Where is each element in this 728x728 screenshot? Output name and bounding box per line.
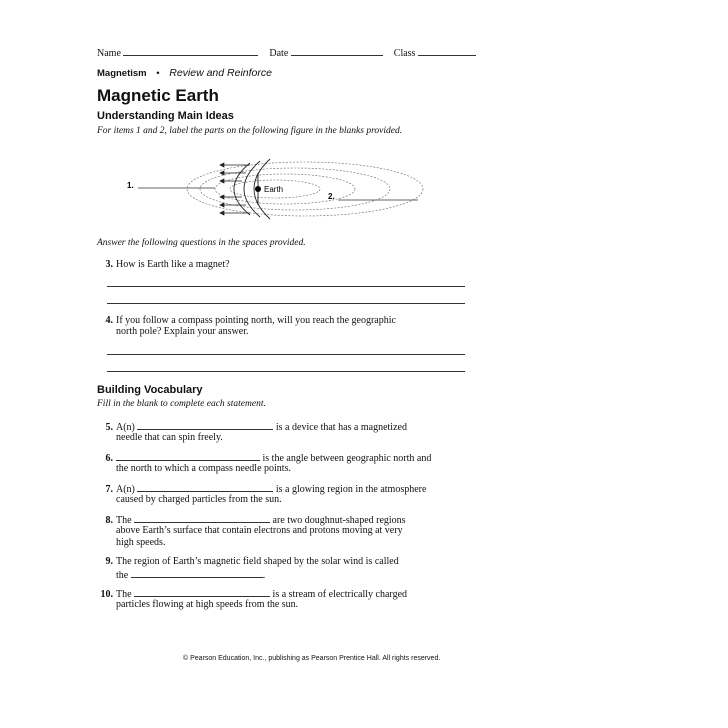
item-text-pre: The <box>116 515 132 526</box>
vocab-item-8-line2: above Earth’s surface that contain electrons and protons moving at very <box>116 525 403 536</box>
item-text: The region of Earth’s magnetic field shaped by the solar wind is called <box>116 556 399 567</box>
item-text-post: is a glowing region in the atmosphere <box>275 484 427 495</box>
item-number: 8. <box>105 515 113 526</box>
question-4-line2: north pole? Explain your answer. <box>116 326 249 337</box>
fill-blank[interactable] <box>134 513 270 523</box>
question-3 <box>97 259 230 270</box>
question-text: If you follow a compass pointing north, will you reach the geographic <box>116 315 396 326</box>
date-field[interactable] <box>291 46 383 56</box>
breadcrumb-bullet: • <box>156 68 160 79</box>
question-number: 3. <box>105 259 113 270</box>
instruction-vocabulary: Fill in the blank to complete each statement. <box>97 399 266 409</box>
answer-line[interactable] <box>107 354 465 355</box>
vocab-item-9 <box>97 556 399 567</box>
item-text-post: is the angle between geographic north and <box>262 453 432 464</box>
vocab-item-8-line3: high speeds. <box>116 537 166 548</box>
class-label: Class <box>393 48 416 59</box>
question-text: How is Earth like a magnet? <box>116 259 230 270</box>
item-text-pre: A(n) <box>116 422 135 433</box>
item-number: 7. <box>105 484 113 495</box>
vocab-item-6-line2: the north to which a compass needle points. <box>116 463 291 474</box>
fill-blank[interactable] <box>137 420 273 430</box>
fill-blank[interactable] <box>137 482 273 492</box>
item-text-post: are two doughnut-shaped regions <box>272 515 406 526</box>
vocab-item-10-line2: particles flowing at high speeds from the sun. <box>116 599 299 610</box>
solar-wind-arrows <box>220 163 250 215</box>
answer-line[interactable] <box>107 371 465 372</box>
item-number: 6. <box>105 453 113 464</box>
fill-blank[interactable] <box>131 568 263 578</box>
earth-dot <box>255 186 261 192</box>
vocab-item-9-line2 <box>116 568 265 581</box>
question-4 <box>97 315 396 326</box>
page-title: Magnetic Earth <box>97 86 219 105</box>
class-field[interactable] <box>418 46 476 56</box>
figure-label-1: 1. <box>127 181 134 190</box>
item-number: 9. <box>105 556 113 567</box>
item-text-post: . <box>262 570 266 581</box>
question-number: 4. <box>105 315 113 326</box>
name-label: Name <box>97 48 121 59</box>
item-text-post: is a stream of electrically charged <box>272 589 408 600</box>
item-number: 5. <box>105 422 113 433</box>
figure-label-2: 2. <box>328 192 335 201</box>
item-text-post: is a device that has a magnetized <box>275 422 407 433</box>
answer-line[interactable] <box>107 303 465 304</box>
header-row <box>97 46 476 59</box>
instruction-questions: Answer the following questions in the spaces provided. <box>97 238 306 248</box>
magnetic-field-figure <box>100 155 430 230</box>
breadcrumb <box>97 67 272 79</box>
date-label: Date <box>269 48 289 59</box>
copyright-footer: © Pearson Education, Inc., publishing as Pearson Prentice Hall. All rights reserved. <box>183 655 441 662</box>
answer-line[interactable] <box>107 286 465 287</box>
fill-blank[interactable] <box>116 451 260 461</box>
item-text-pre: A(n) <box>116 484 135 495</box>
breadcrumb-subject: Magnetism <box>97 68 147 79</box>
earth-label: Earth <box>264 185 284 194</box>
item-text-pre: the <box>116 570 129 581</box>
section-heading-vocabulary: Building Vocabulary <box>97 384 203 396</box>
instruction-items-1-2: For items 1 and 2, label the parts on the following figure in the blanks provided. <box>97 126 403 136</box>
vocab-item-5-line2: needle that can spin freely. <box>116 432 223 443</box>
fill-blank[interactable] <box>134 587 270 597</box>
field-lines <box>187 162 423 216</box>
item-number: 10. <box>100 589 113 600</box>
breadcrumb-section: Review and Reinforce <box>169 67 272 79</box>
vocab-item-7-line2: caused by charged particles from the sun. <box>116 494 282 505</box>
name-field[interactable] <box>123 46 258 56</box>
section-heading-main-ideas: Understanding Main Ideas <box>97 110 234 122</box>
item-text-pre: The <box>116 589 132 600</box>
